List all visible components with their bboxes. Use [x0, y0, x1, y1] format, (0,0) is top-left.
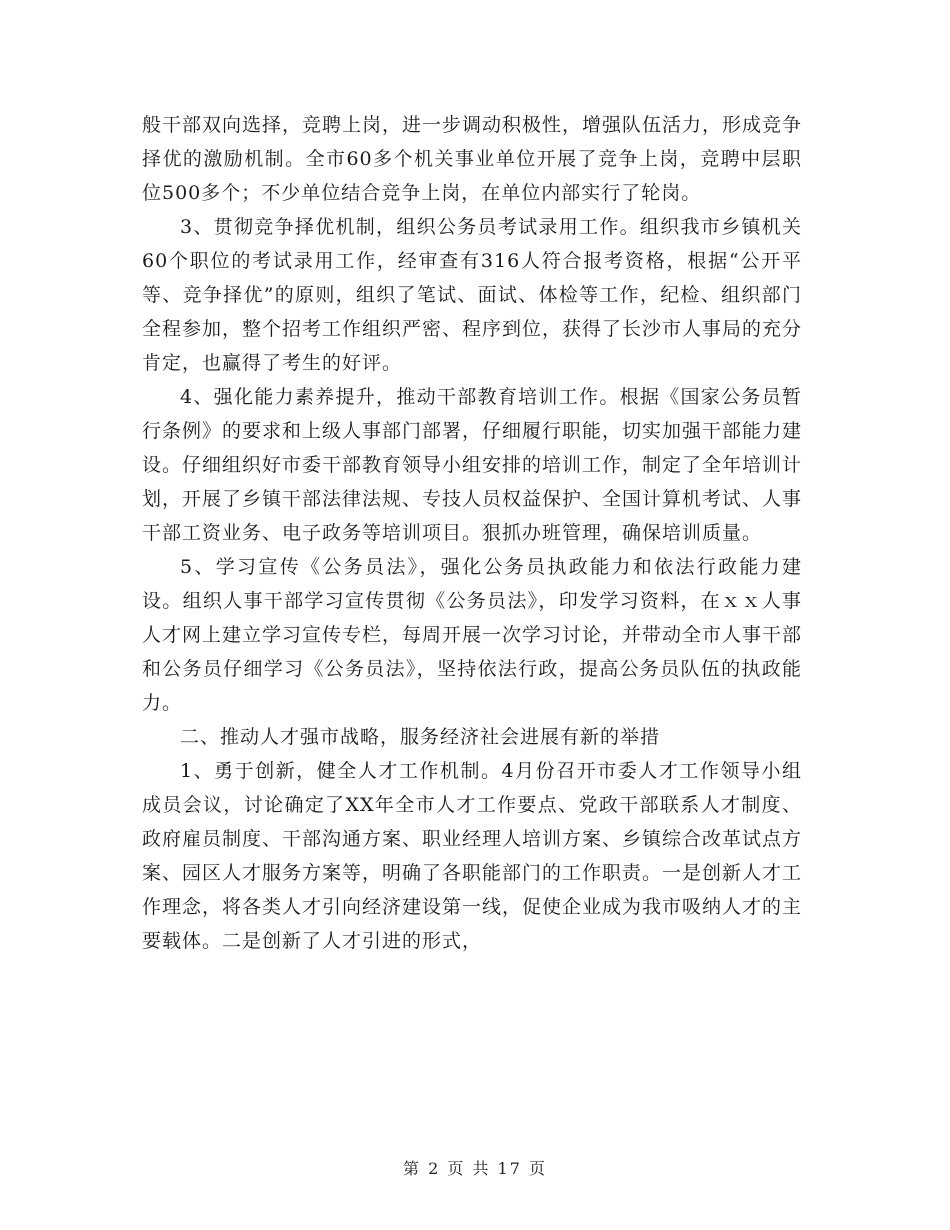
- paragraph-4: 5、学习宣传《公务员法》，强化公务员执政能力和依法行政能力建设。组织人事干部学习宣传贯彻《公务员法》，印发学习资料，在ｘｘ人事人才网上建立学习宣传专栏，每周开展一次学习讨论，并带动全市人事干部和公务员仔细学习《公务员法》，坚持依法行政，提高公务员队伍的执政能力。: [142, 556, 803, 714]
- page-number-footer: 第 2 页 共 17 页: [403, 1159, 547, 1178]
- section-heading: 二、推动人才强市战略，服务经济社会进展有新的举措: [180, 726, 661, 748]
- document-body: [142, 108, 802, 958]
- paragraph-1: 般干部双向选择，竞聘上岗，进一步调动积极性，增强队伍活力，形成竞争择优的激励机制。全市60多个机关事业单位开展了竞争上岗，竞聘中层职位500多个；不少单位结合竞争上岗，在单位内部实行了轮岗。: [142, 114, 803, 204]
- paragraph-3: 4、强化能力素养提升，推动干部教育培训工作。根据《国家公务员暂行条例》的要求和上级人事部门部署，仔细履行职能，切实加强干部能力建设。仔细组织好市委干部教育领导小组安排的培训工作，制定了全年培训计划，开展了乡镇干部法律法规、专技人员权益保护、全国计算机考试、人事干部工资业务、电子政务等培训项目。狠抓办班管理，确保培训质量。: [142, 386, 803, 544]
- paragraph-2: 3、贯彻竞争择优机制，组织公务员考试录用工作。组织我市乡镇机关60个职位的考试录用工作，经审查有316人符合报考资格，根据“公开平等、竞争择优”的原则，组织了笔试、面试、体检等工作，纪检、组织部门全程参加，整个招考工作组织严密、程序到位，获得了长沙市人事局的充分肯定，也赢得了考生的好评。: [142, 216, 803, 374]
- paragraph-5: 1、勇于创新，健全人才工作机制。4月份召开市委人才工作领导小组成员会议，讨论确定了XX年全市人才工作要点、党政干部联系人才制度、政府雇员制度、干部沟通方案、职业经理人培训方案、乡镇综合改革试点方案、园区人才服务方案等，明确了各职能部门的工作职责。一是创新人才工作理念，将各类人才引向经济建设第一线，促使企业成为我市吸纳人才的主要载体。二是创新了人才引进的形式，: [142, 760, 803, 952]
